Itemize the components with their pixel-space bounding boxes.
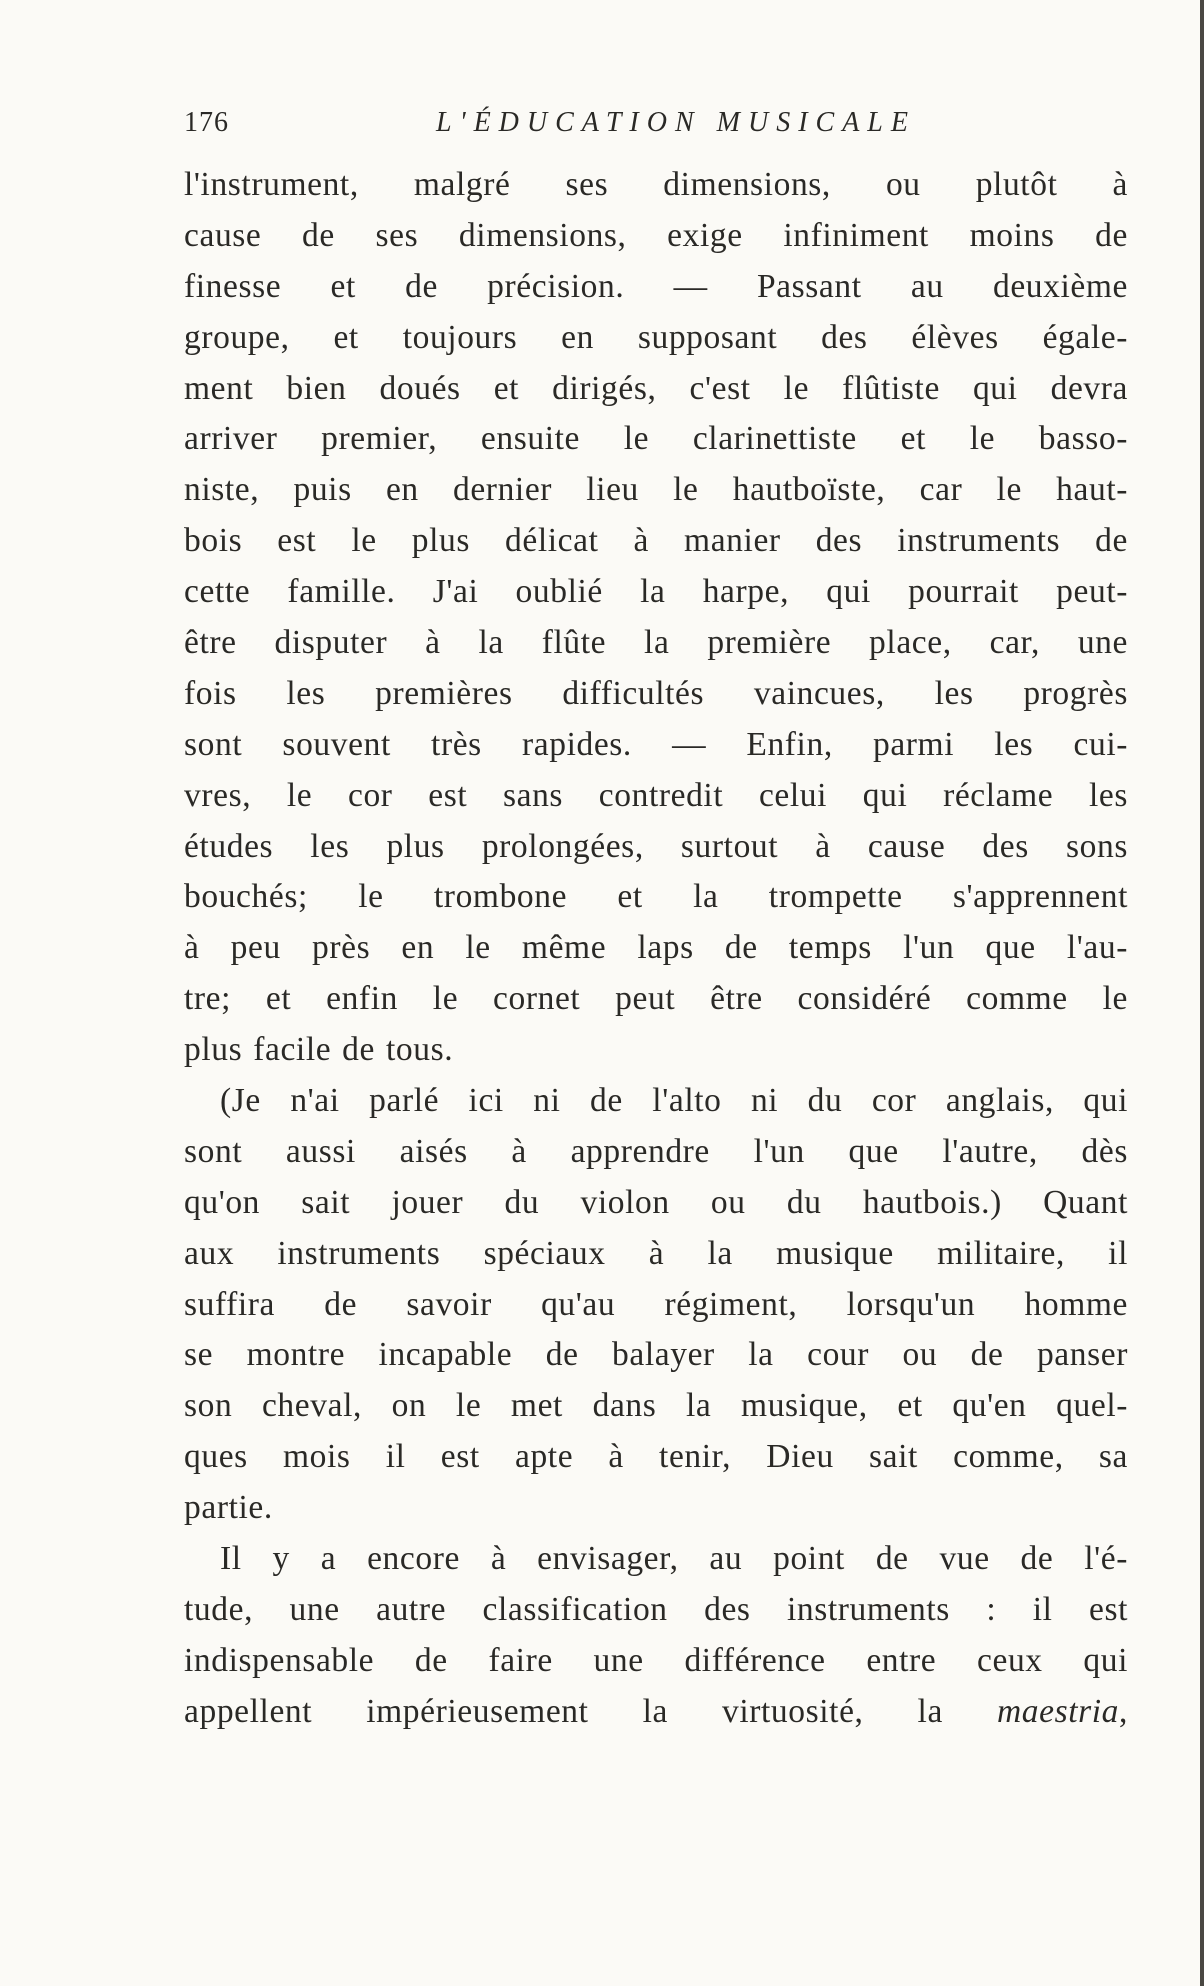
text-line: sont aussi aisés à apprendre l'un que l'autre, dès — [184, 1132, 1128, 1170]
text-line: (Je n'ai parlé ici ni de l'alto ni du cor anglais, qui — [220, 1082, 1128, 1120]
body-text — [184, 160, 1128, 1738]
text-line: bouchés; le trombone et la trompette s'apprennent — [184, 878, 1128, 916]
running-title: L'ÉDUCATION MUSICALE — [436, 107, 916, 138]
text-line: indispensable de faire une différence entre ceux qui — [184, 1641, 1128, 1679]
text-line: qu'on sait jouer du violon ou du hautbois.) Quant — [184, 1183, 1128, 1221]
text-line: Il y a encore à envisager, au point de vue de l'é- — [220, 1540, 1128, 1578]
text-line-start: appellent impérieusement la virtuosité, la — [184, 1692, 997, 1730]
text-line-end: , — [1119, 1692, 1128, 1730]
text-line: cause de ses dimensions, exige infiniment moins de — [184, 216, 1128, 254]
text-line: être disputer à la flûte la première place, car, une — [184, 624, 1128, 662]
page-header — [184, 107, 1128, 147]
text-line: niste, puis en dernier lieu le hautboïste, car le haut- — [184, 471, 1128, 509]
page-number: 176 — [184, 107, 229, 138]
text-line: son cheval, on le met dans la musique, et qu'en quel- — [184, 1387, 1128, 1425]
text-line: études les plus prolongées, surtout à cause des sons — [184, 827, 1128, 865]
text-line: partie. — [184, 1489, 273, 1527]
text-line: ment bien doués et dirigés, c'est le flûtiste qui devra — [184, 369, 1128, 407]
text-line: sont souvent très rapides. — Enfin, parmi les cui- — [184, 725, 1128, 763]
text-line: aux instruments spéciaux à la musique militaire, il — [184, 1234, 1128, 1272]
text-line: l'instrument, malgré ses dimensions, ou plutôt à — [184, 166, 1128, 203]
text-line: ques mois il est apte à tenir, Dieu sait comme, sa — [184, 1438, 1128, 1476]
text-line: vres, le cor est sans contredit celui qui réclame les — [184, 776, 1128, 814]
text-line: finesse et de précision. — Passant au deuxième — [184, 267, 1128, 305]
text-line: tude, une autre classification des instruments : il est — [184, 1590, 1128, 1628]
text-line: fois les premières difficultés vaincues, les progrès — [184, 674, 1128, 712]
text-line: groupe, et toujours en supposant des élèves égale- — [184, 318, 1128, 356]
text-line: bois est le plus délicat à manier des instruments de — [184, 522, 1128, 560]
text-line: suffira de savoir qu'au régiment, lorsqu'un homme — [184, 1285, 1128, 1323]
text-line: plus facile de tous. — [184, 1031, 454, 1069]
text-line: tre; et enfin le cornet peut être considéré comme le — [184, 980, 1128, 1018]
text-line: se montre incapable de balayer la cour ou de panser — [184, 1336, 1128, 1374]
text-line: à peu près en le même laps de temps l'un que l'au- — [184, 929, 1128, 967]
text-line: cette famille. J'ai oublié la harpe, qui pourrait peut- — [184, 573, 1128, 611]
italic-word: maestria — [996, 1692, 1120, 1730]
page-edge — [1200, 0, 1204, 1986]
text-line: arriver premier, ensuite le clarinettiste et le basso- — [184, 420, 1128, 458]
text-line-final — [184, 1687, 1128, 1738]
